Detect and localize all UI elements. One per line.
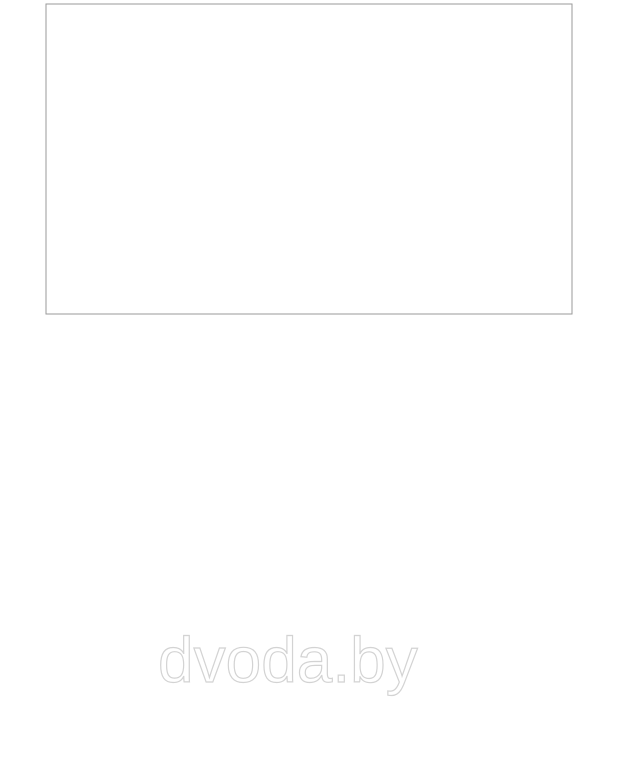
watermark-text: dvoda.by bbox=[158, 624, 418, 696]
plot-area-head bbox=[80, 16, 516, 298]
